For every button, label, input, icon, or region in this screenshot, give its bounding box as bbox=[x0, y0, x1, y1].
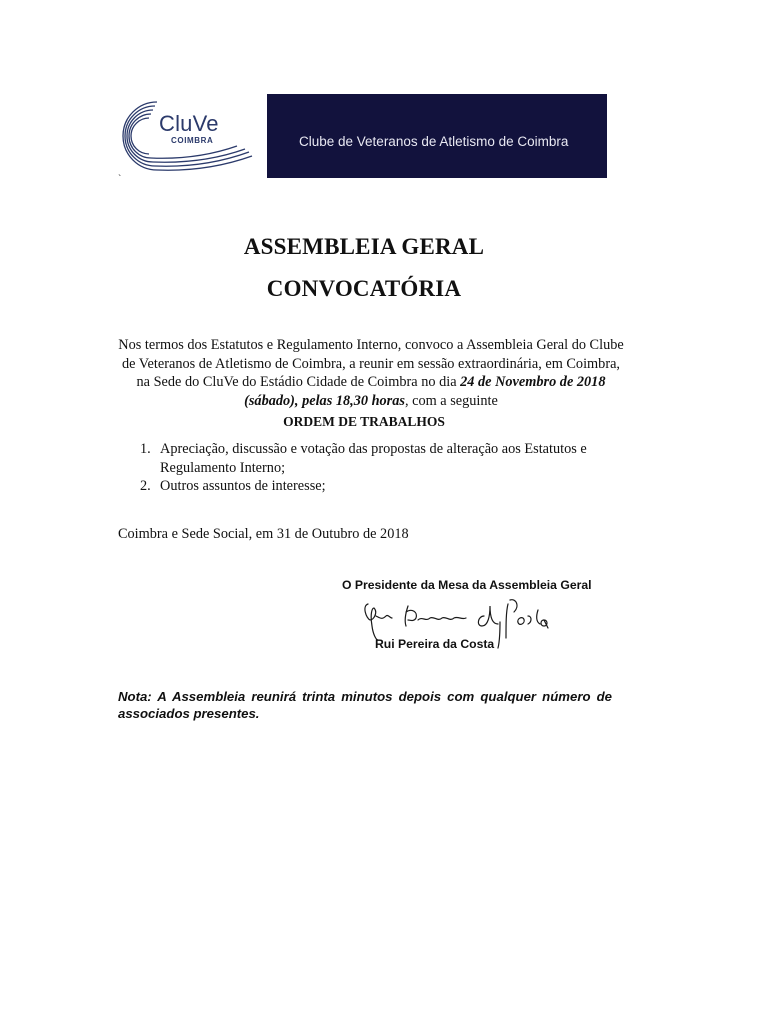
convocation-paragraph bbox=[118, 336, 624, 410]
meeting-date-time: 24 de Novembro de 2018 (sábado), pelas 18,30 horas bbox=[244, 374, 606, 409]
signatory-name: Rui Pereira da Costa bbox=[375, 637, 495, 651]
paragraph-text-end: , com a seguinte bbox=[404, 392, 498, 409]
logo-sub-text: COIMBRA bbox=[171, 136, 214, 145]
list-item bbox=[140, 477, 630, 496]
banner-club-name: Clube de Veteranos de Atletismo de Coimbra bbox=[299, 133, 569, 149]
title-convocatoria: CONVOCATÓRIA bbox=[266, 276, 462, 301]
stray-mark: ` bbox=[118, 174, 122, 185]
date-line: Coimbra e Sede Social, em 31 de Outubro de 2018 bbox=[118, 526, 409, 542]
logo-text bbox=[159, 112, 219, 145]
signatory-role: O Presidente da Mesa da Assembleia Geral bbox=[342, 578, 592, 592]
list-item-number: 1. bbox=[140, 441, 151, 457]
agenda-list bbox=[140, 440, 630, 496]
cluve-logo bbox=[117, 94, 267, 178]
list-item bbox=[140, 440, 630, 477]
letterhead bbox=[117, 94, 607, 178]
list-item-number: 2. bbox=[140, 478, 151, 494]
title-assembleia: ASSEMBLEIA GERAL bbox=[243, 234, 485, 259]
paragraph-text: Nos termos dos Estatutos e Regulamento Interno, convoco a Assembleia Geral do Clube de Veteranos de Atletismo de Coimbra, a reunir em sessão extraordinária, em Coimbra, na Sede do CluVe do Estádio Cidade de Coimbra no dia bbox=[118, 337, 624, 390]
list-item-text: Apreciação, discussão e votação das propostas de alteração aos Estatutos e Regulamento Interno; bbox=[160, 441, 587, 476]
logo-main-text: CluVe bbox=[159, 111, 219, 136]
letterhead-banner bbox=[267, 94, 607, 178]
list-item-text: Outros assuntos de interesse; bbox=[160, 478, 326, 494]
agenda-heading: ORDEM DE TRABALHOS bbox=[283, 414, 445, 429]
note-text: Nota: A Assembleia reunirá trinta minutos depois com qualquer número de associados presentes. bbox=[118, 689, 612, 721]
